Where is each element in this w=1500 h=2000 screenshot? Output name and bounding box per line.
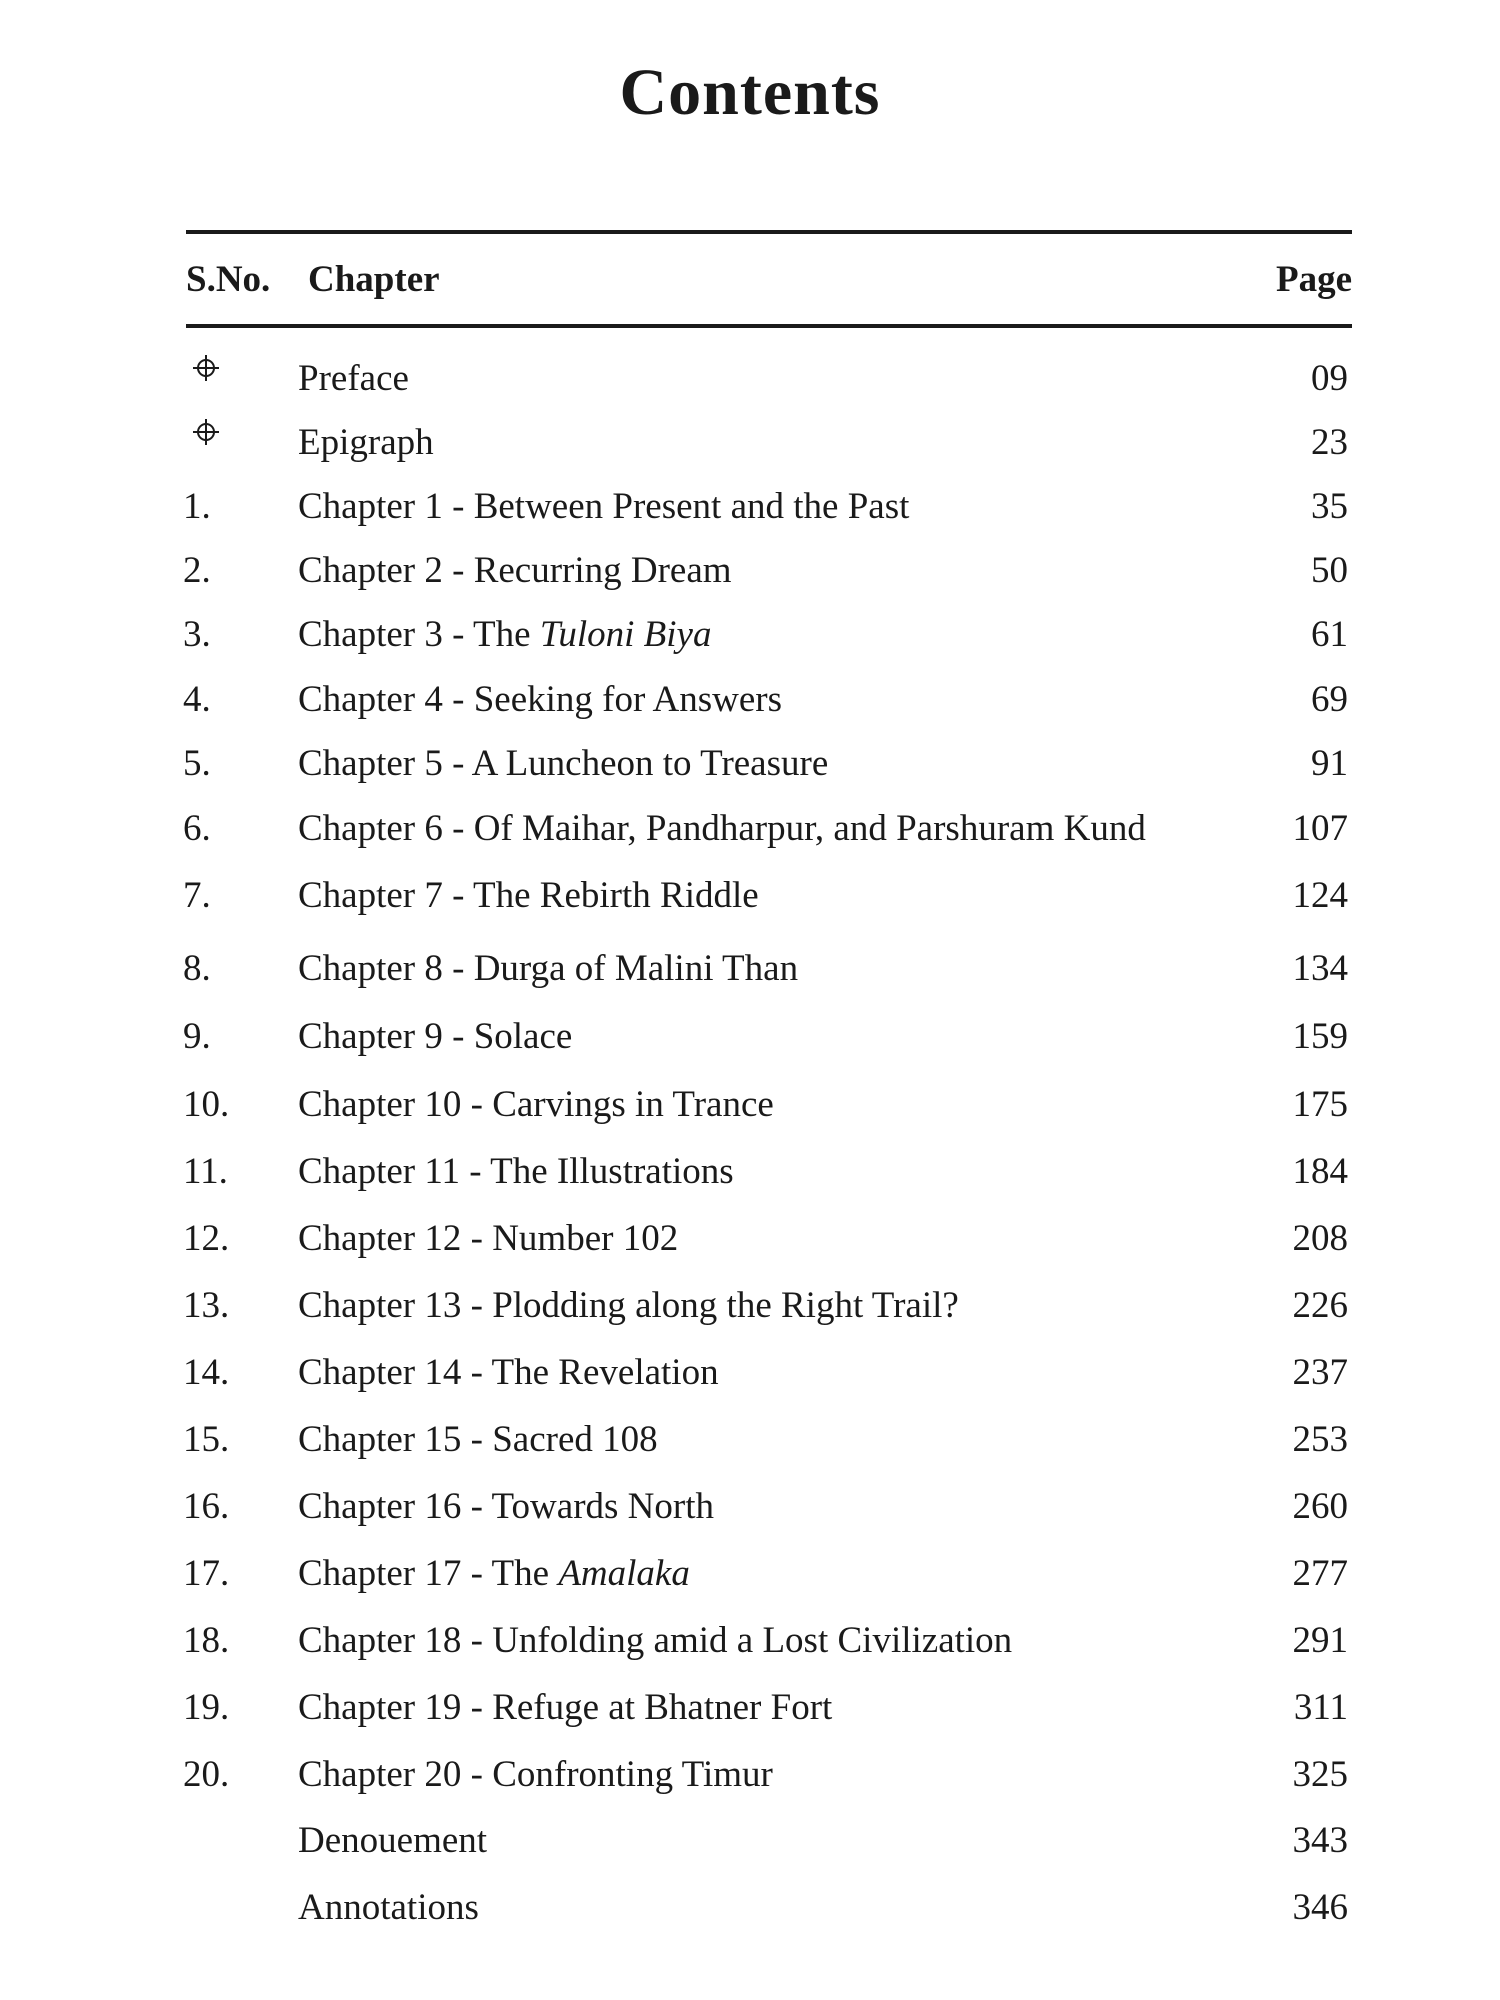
header-chapter: Chapter: [308, 259, 440, 300]
row-chapter-title: Chapter 20 - Confronting Timur: [298, 1754, 773, 1795]
row-page-number: 253: [1292, 1419, 1348, 1460]
row-page-number: 226: [1292, 1285, 1348, 1326]
table-row: [0, 1683, 1500, 1733]
table-row: [0, 482, 1500, 532]
table-row: [0, 1415, 1500, 1465]
row-page-number: 61: [1311, 614, 1348, 655]
row-serial-number: 12.: [183, 1218, 230, 1259]
table-row: [0, 418, 1500, 468]
row-page-number: 23: [1311, 422, 1348, 463]
row-serial-number: 1.: [183, 486, 211, 527]
row-chapter-title: Chapter 5 - A Luncheon to Treasure: [298, 743, 829, 784]
row-page-number: 237: [1292, 1352, 1348, 1393]
row-serial-number: 8.: [183, 948, 211, 989]
table-row: [0, 739, 1500, 789]
table-row: [0, 804, 1500, 854]
row-serial-number: 5.: [183, 743, 211, 784]
row-chapter-title: [298, 610, 711, 660]
row-page-number: 184: [1292, 1151, 1348, 1192]
table-row: [0, 1750, 1500, 1800]
row-chapter-title: Chapter 11 - The Illustrations: [298, 1151, 734, 1192]
chapter-title-prefix: Chapter 3 - The: [298, 614, 540, 655]
row-serial-number: 10.: [183, 1084, 230, 1125]
row-serial-number: 2.: [183, 550, 211, 591]
table-row: [0, 675, 1500, 725]
table-row: [0, 1816, 1500, 1866]
row-chapter-title: Chapter 13 - Plodding along the Right Trail?: [298, 1285, 959, 1326]
row-chapter-title: [298, 1549, 690, 1599]
row-serial-number: 4.: [183, 679, 211, 720]
table-row: [0, 1214, 1500, 1264]
chapter-title-prefix: Chapter 17 - The: [298, 1553, 559, 1594]
row-page-number: 311: [1293, 1687, 1348, 1728]
row-chapter-title: Chapter 7 - The Rebirth Riddle: [298, 875, 759, 916]
row-chapter-title: Epigraph: [298, 422, 434, 463]
table-row: [0, 1616, 1500, 1666]
table-row: [0, 871, 1500, 921]
row-page-number: 346: [1292, 1887, 1348, 1928]
header-page: Page: [1275, 259, 1352, 300]
row-chapter-title: Chapter 15 - Sacred 108: [298, 1419, 658, 1460]
row-chapter-title: Chapter 6 - Of Maihar, Pandharpur, and Parshuram Kund: [298, 808, 1146, 849]
row-page-number: 50: [1311, 550, 1348, 591]
page-title: Contents: [619, 56, 881, 129]
row-chapter-title: Chapter 12 - Number 102: [298, 1218, 679, 1259]
row-page-number: 325: [1292, 1754, 1348, 1795]
row-serial-number: 7.: [183, 875, 211, 916]
row-page-number: 35: [1311, 486, 1348, 527]
row-page-number: 91: [1311, 743, 1348, 784]
row-chapter-title: Chapter 8 - Durga of Malini Than: [298, 948, 799, 989]
row-page-number: 124: [1292, 875, 1348, 916]
table-row: [0, 1482, 1500, 1532]
header-sno: S.No.: [186, 259, 271, 300]
row-serial-number: 11.: [183, 1151, 228, 1192]
row-serial-number: 9.: [183, 1016, 211, 1057]
row-chapter-title: Chapter 18 - Unfolding amid a Lost Civilization: [298, 1620, 1013, 1661]
row-page-number: 343: [1292, 1820, 1348, 1861]
row-chapter-title: Preface: [298, 358, 409, 399]
row-chapter-title: Chapter 9 - Solace: [298, 1016, 573, 1057]
table-row: [0, 1281, 1500, 1331]
table-row: [0, 1549, 1500, 1599]
row-page-number: 277: [1292, 1553, 1348, 1594]
chapter-title-italic: Tuloni Biya: [539, 614, 712, 655]
row-page-number: 208: [1292, 1218, 1348, 1259]
row-page-number: 159: [1292, 1016, 1348, 1057]
row-page-number: 260: [1292, 1486, 1348, 1527]
row-page-number: 134: [1292, 948, 1348, 989]
row-page-number: 09: [1311, 358, 1348, 399]
table-row: [0, 944, 1500, 994]
row-chapter-title: Chapter 4 - Seeking for Answers: [298, 679, 782, 720]
row-chapter-title: Chapter 1 - Between Present and the Past: [298, 486, 910, 527]
table-row: [0, 610, 1500, 660]
row-serial-number: 17.: [183, 1553, 230, 1594]
row-serial-number: 14.: [183, 1352, 230, 1393]
row-chapter-title: Annotations: [298, 1887, 479, 1928]
table-row: [0, 1883, 1500, 1933]
table-row: [0, 1080, 1500, 1130]
table-row: [0, 1348, 1500, 1398]
row-serial-number: 15.: [183, 1419, 230, 1460]
row-page-number: 291: [1292, 1620, 1348, 1661]
row-serial-number: 19.: [183, 1687, 230, 1728]
crosshair-bullet-icon: [186, 418, 226, 458]
row-serial-number: 16.: [183, 1486, 230, 1527]
row-serial-number: 3.: [183, 614, 211, 655]
table-row: [0, 546, 1500, 596]
row-serial-number: 13.: [183, 1285, 230, 1326]
row-page-number: 175: [1292, 1084, 1348, 1125]
row-chapter-title: Chapter 19 - Refuge at Bhatner Fort: [298, 1687, 833, 1728]
row-serial-number: 20.: [183, 1754, 230, 1795]
row-serial-number: 6.: [183, 808, 211, 849]
row-chapter-title: Denouement: [298, 1820, 488, 1861]
row-page-number: 107: [1292, 808, 1348, 849]
row-chapter-title: Chapter 10 - Carvings in Trance: [298, 1084, 774, 1125]
row-chapter-title: Chapter 14 - The Revelation: [298, 1352, 719, 1393]
row-chapter-title: Chapter 16 - Towards North: [298, 1486, 714, 1527]
chapter-title-italic: Amalaka: [558, 1553, 690, 1594]
table-row: [0, 1012, 1500, 1062]
crosshair-bullet-icon: [186, 354, 226, 394]
table-row: [0, 1147, 1500, 1197]
row-chapter-title: Chapter 2 - Recurring Dream: [298, 550, 732, 591]
table-row: [0, 354, 1500, 404]
row-serial-number: 18.: [183, 1620, 230, 1661]
row-page-number: 69: [1311, 679, 1348, 720]
